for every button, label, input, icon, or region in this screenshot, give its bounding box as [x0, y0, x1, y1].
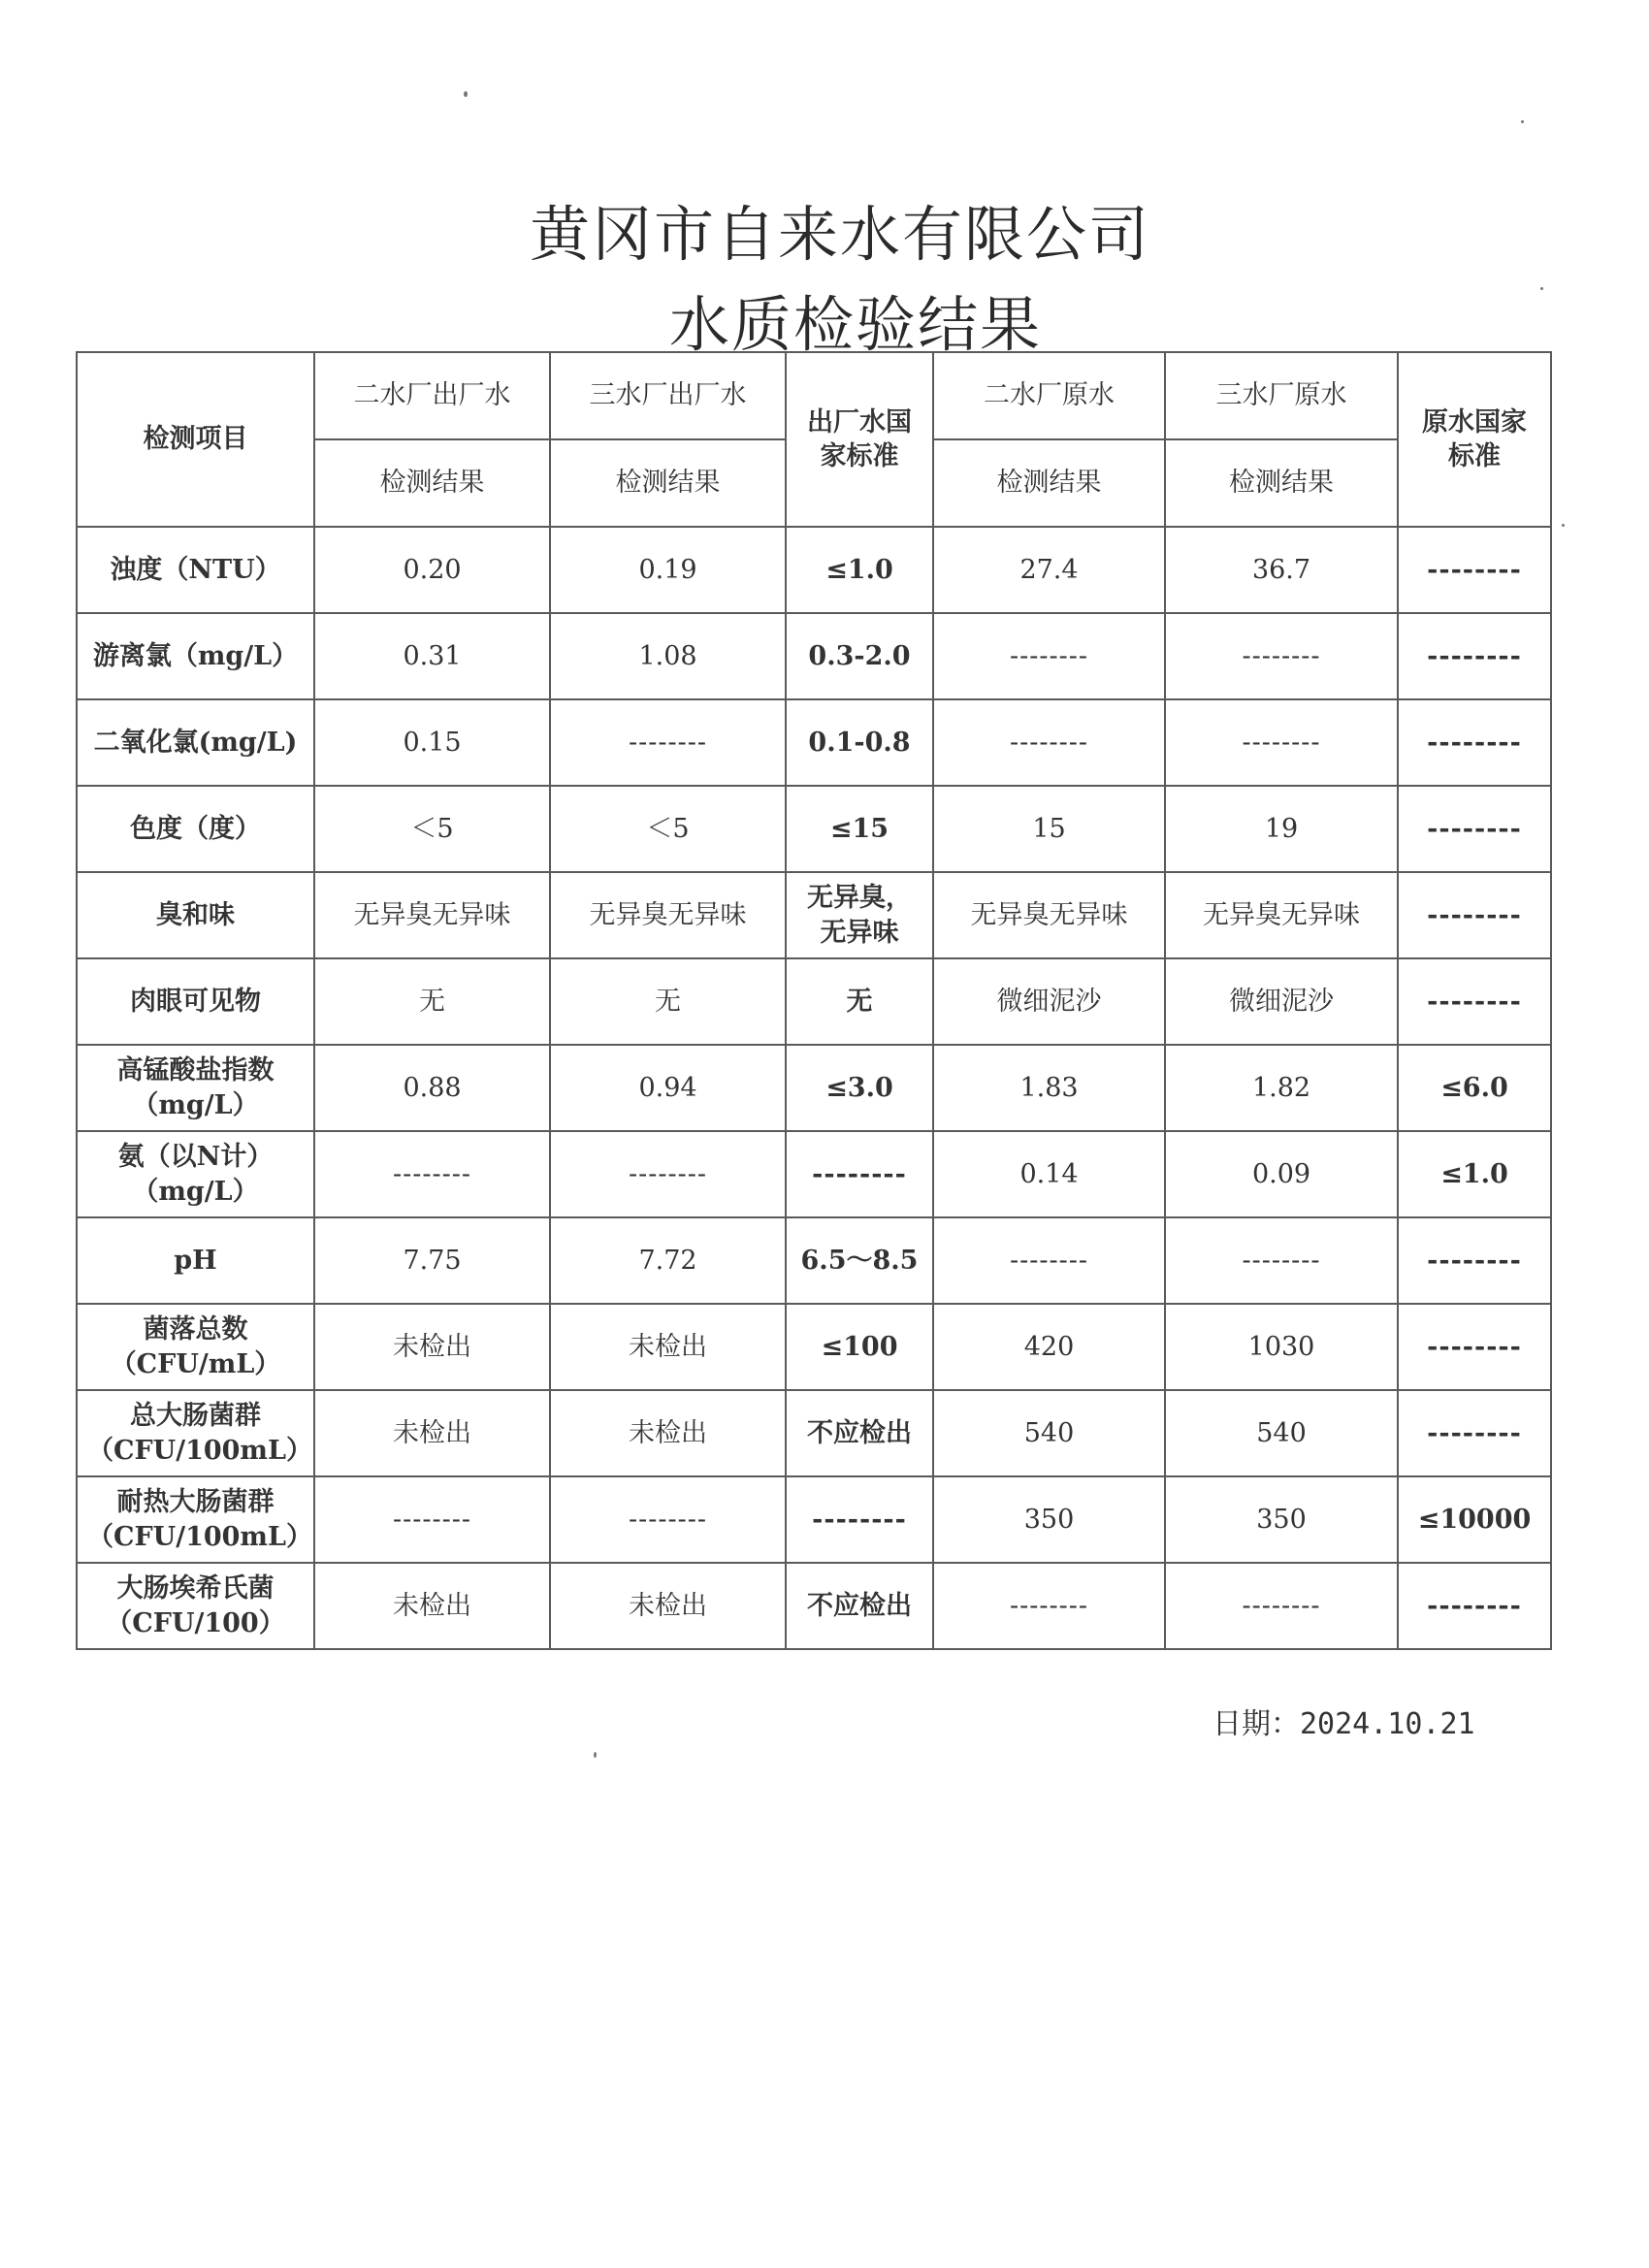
- plant2-out-value: 0.20: [314, 527, 550, 613]
- out-standard-value: 0.1-0.8: [786, 699, 933, 786]
- plant3-out-value: --------: [550, 699, 786, 786]
- plant3-out-value: 0.19: [550, 527, 786, 613]
- table-row: [77, 699, 1551, 786]
- plant3-out-value: 无: [550, 958, 786, 1045]
- plant3-out-value: 1.08: [550, 613, 786, 699]
- table-row: [77, 1304, 1551, 1390]
- plant2-raw-value: --------: [933, 1217, 1165, 1304]
- plant2-out-value: 无异臭无异味: [314, 872, 550, 958]
- item-cell: 耐热大肠菌群（CFU/100mL）: [77, 1476, 314, 1563]
- out-standard-value: --------: [786, 1476, 933, 1563]
- raw-standard-value: --------: [1398, 786, 1551, 872]
- plant3-raw-value: 540: [1165, 1390, 1398, 1476]
- table-row: [77, 1390, 1551, 1476]
- plant2-raw-value: 无异臭无异味: [933, 872, 1165, 958]
- table-row: [77, 1045, 1551, 1131]
- plant3-out-value: ＜5: [550, 786, 786, 872]
- raw-standard-value: --------: [1398, 872, 1551, 958]
- plant2-out-header: 二水厂出厂水: [314, 352, 550, 439]
- out-standard-value: 不应检出: [786, 1563, 933, 1649]
- raw-standard-value: --------: [1398, 958, 1551, 1045]
- scan-speck: [594, 1752, 597, 1758]
- raw-standard-value: --------: [1398, 699, 1551, 786]
- item-cell: 色度（度）: [77, 786, 314, 872]
- plant2-out-value: 未检出: [314, 1563, 550, 1649]
- raw-standard-value: --------: [1398, 1304, 1551, 1390]
- item-cell: 臭和味: [77, 872, 314, 958]
- item-cell: 游离氯（mg/L）: [77, 613, 314, 699]
- plant2-raw-value: --------: [933, 699, 1165, 786]
- plant3-out-value: 无异臭无异味: [550, 872, 786, 958]
- raw-standard-value: ≤10000: [1398, 1476, 1551, 1563]
- table-row: [77, 613, 1551, 699]
- raw-standard-value: --------: [1398, 1563, 1551, 1649]
- plant3-raw-value: 36.7: [1165, 527, 1398, 613]
- raw-standard-value: --------: [1398, 1217, 1551, 1304]
- plant2-raw-value: 微细泥沙: [933, 958, 1165, 1045]
- plant3-out-value: --------: [550, 1131, 786, 1217]
- out-standard-value: ≤15: [786, 786, 933, 872]
- plant2-out-value: 0.15: [314, 699, 550, 786]
- plant2-out-value: 无: [314, 958, 550, 1045]
- plant2-raw-header: 二水厂原水: [933, 352, 1165, 439]
- plant3-out-value: 0.94: [550, 1045, 786, 1131]
- table-header-row: [77, 352, 1551, 439]
- plant3-raw-value: --------: [1165, 1217, 1398, 1304]
- plant3-raw-value: 19: [1165, 786, 1398, 872]
- table-row: [77, 872, 1551, 958]
- plant2-raw-value: 0.14: [933, 1131, 1165, 1217]
- table-row: [77, 958, 1551, 1045]
- plant3-out-value: 未检出: [550, 1390, 786, 1476]
- item-cell: pH: [77, 1217, 314, 1304]
- sub-header-result: 检测结果: [1165, 439, 1398, 527]
- plant3-raw-value: 微细泥沙: [1165, 958, 1398, 1045]
- plant3-raw-value: --------: [1165, 699, 1398, 786]
- item-cell: 二氧化氯(mg/L): [77, 699, 314, 786]
- plant2-raw-value: 420: [933, 1304, 1165, 1390]
- raw-standard-value: --------: [1398, 613, 1551, 699]
- table-row: [77, 1217, 1551, 1304]
- scan-speck: [464, 91, 468, 97]
- plant2-out-value: 0.88: [314, 1045, 550, 1131]
- table-body: [77, 527, 1551, 1649]
- plant2-raw-value: 350: [933, 1476, 1165, 1563]
- plant3-raw-header: 三水厂原水: [1165, 352, 1398, 439]
- plant2-out-value: --------: [314, 1131, 550, 1217]
- plant3-out-value: --------: [550, 1476, 786, 1563]
- out-standard-header: 出厂水国家标准: [786, 352, 933, 527]
- report-subtitle: 水质检验结果: [668, 289, 1042, 360]
- item-cell: 总大肠菌群（CFU/100mL）: [77, 1390, 314, 1476]
- out-standard-value: ≤100: [786, 1304, 933, 1390]
- plant3-raw-value: 0.09: [1165, 1131, 1398, 1217]
- raw-standard-value: ≤6.0: [1398, 1045, 1551, 1131]
- out-standard-value: 0.3-2.0: [786, 613, 933, 699]
- plant3-out-value: 7.72: [550, 1217, 786, 1304]
- out-standard-value: 无异臭，无异味: [786, 872, 933, 958]
- scan-speck: [1540, 287, 1543, 290]
- out-standard-value: ≤3.0: [786, 1045, 933, 1131]
- table-row: [77, 527, 1551, 613]
- plant2-out-value: 未检出: [314, 1304, 550, 1390]
- sub-header-result: 检测结果: [550, 439, 786, 527]
- plant3-raw-value: 1030: [1165, 1304, 1398, 1390]
- plant3-raw-value: --------: [1165, 613, 1398, 699]
- report-date: 日期：2024.10.21: [1212, 1707, 1475, 1741]
- water-quality-table: [76, 351, 1552, 1650]
- sub-header-result: 检测结果: [933, 439, 1165, 527]
- table-row: [77, 786, 1551, 872]
- item-cell: 高锰酸盐指数（mg/L）: [77, 1045, 314, 1131]
- plant3-raw-value: 350: [1165, 1476, 1398, 1563]
- plant2-raw-value: 1.83: [933, 1045, 1165, 1131]
- item-cell: 大肠埃希氏菌（CFU/100）: [77, 1563, 314, 1649]
- plant2-out-value: 7.75: [314, 1217, 550, 1304]
- plant3-raw-value: 无异臭无异味: [1165, 872, 1398, 958]
- plant2-raw-value: 27.4: [933, 527, 1165, 613]
- plant3-raw-value: --------: [1165, 1563, 1398, 1649]
- item-cell: 浊度（NTU）: [77, 527, 314, 613]
- plant2-raw-value: 540: [933, 1390, 1165, 1476]
- plant3-out-header: 三水厂出厂水: [550, 352, 786, 439]
- out-standard-value: 无: [786, 958, 933, 1045]
- plant2-raw-value: --------: [933, 613, 1165, 699]
- raw-standard-value: --------: [1398, 527, 1551, 613]
- out-standard-value: 不应检出: [786, 1390, 933, 1476]
- scan-speck: [1521, 120, 1524, 123]
- plant2-raw-value: --------: [933, 1563, 1165, 1649]
- out-standard-value: --------: [786, 1131, 933, 1217]
- raw-standard-value: ≤1.0: [1398, 1131, 1551, 1217]
- plant3-out-value: 未检出: [550, 1563, 786, 1649]
- plant2-out-value: ＜5: [314, 786, 550, 872]
- out-standard-value: ≤1.0: [786, 527, 933, 613]
- plant2-out-value: --------: [314, 1476, 550, 1563]
- company-title: 黄冈市自来水有限公司: [529, 199, 1150, 270]
- out-standard-value: 6.5～8.5: [786, 1217, 933, 1304]
- plant3-raw-value: 1.82: [1165, 1045, 1398, 1131]
- item-cell: 氨（以N计）（mg/L）: [77, 1131, 314, 1217]
- table-row: [77, 1131, 1551, 1217]
- table-row: [77, 1563, 1551, 1649]
- item-column-header: 检测项目: [77, 352, 314, 527]
- item-cell: 菌落总数（CFU/mL）: [77, 1304, 314, 1390]
- scan-speck: [1562, 524, 1565, 527]
- plant2-out-value: 0.31: [314, 613, 550, 699]
- raw-standard-value: --------: [1398, 1390, 1551, 1476]
- plant2-raw-value: 15: [933, 786, 1165, 872]
- table-row: [77, 1476, 1551, 1563]
- plant2-out-value: 未检出: [314, 1390, 550, 1476]
- raw-standard-header: 原水国家标准: [1398, 352, 1551, 527]
- sub-header-result: 检测结果: [314, 439, 550, 527]
- plant3-out-value: 未检出: [550, 1304, 786, 1390]
- item-cell: 肉眼可见物: [77, 958, 314, 1045]
